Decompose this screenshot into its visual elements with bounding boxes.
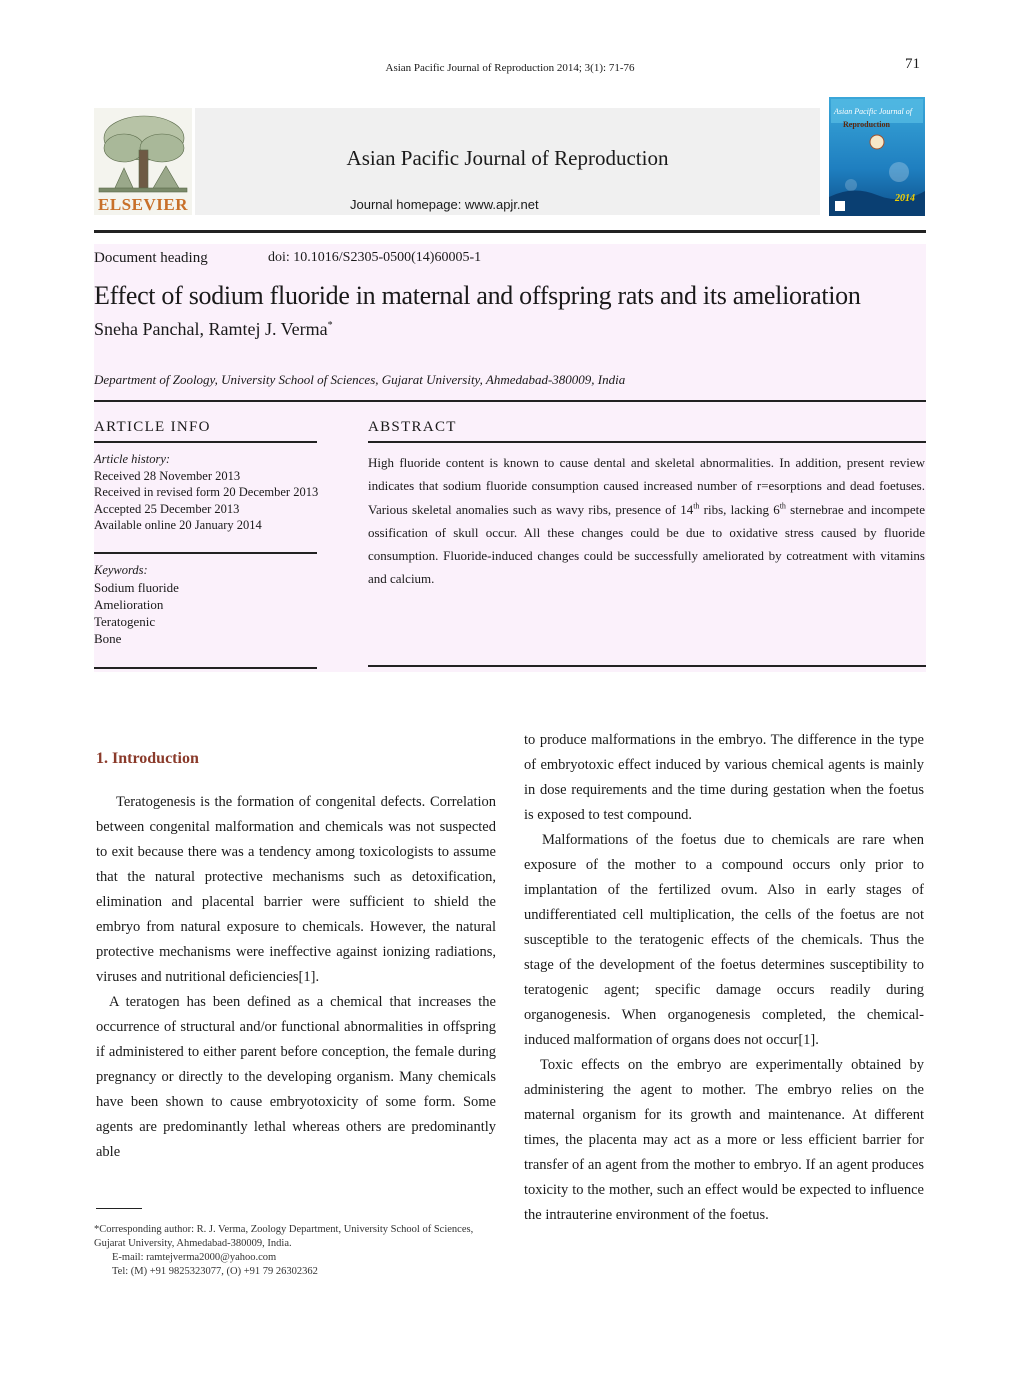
history-online: Available online 20 January 2014: [94, 518, 262, 532]
running-header: Asian Pacific Journal of Reproduction 2014; 3(1): 71-76: [385, 62, 635, 74]
divider-rule: [94, 230, 926, 233]
cover-title: Asian Pacific Journal of: [834, 107, 912, 116]
paragraph: A teratogen has been defined as a chemical that increases the occurrence of structural and/or functional abnormalities in offspring if administered to either parent before conception, the female during pregnancy or directly to the developing organism. Many chemicals have been shown to cause embryotoxicity of some form. Some agents are predominantly lethal whereas others are predominantly able: [96, 994, 496, 1160]
page-number: 71: [905, 56, 920, 72]
abstract-part: High fluoride content is known to cause dental and skeletal abnormalities. In addition, present review indicates that sodium fluoride consumption caused increased number of r=esorptions and dead foetuses. Various skeletal anomalies such as wavy ribs, presence of 14: [368, 455, 925, 517]
superscript: th: [693, 501, 700, 511]
history-revised: Received in revised form 20 December 2013: [94, 485, 319, 499]
abstract-part: sternebrae and incompete ossification of skull occur. All these changes could be due to oxidative stress caused by fluoride consumption. Fluoride-induced changes could be successfully ameliorated by cotreatment with vitamins and calcium.: [368, 501, 925, 587]
body-column-left: [96, 790, 496, 1165]
paragraph: Teratogenesis is the formation of congenital defects. Correlation between congenital malformation and chemicals was not suspected to exit because there was a tendency among toxicologists to assume that the natural protective mechanisms such as detoxification, elimination and placental barrier were sufficient to shield the embryo from natural exposure to chemicals. However, the natural protective mechanisms were ineffective against ionizing radiations, viruses and nutritional deficiencies[1].: [96, 794, 496, 985]
keyword: Teratogenic: [94, 614, 156, 629]
superscript: th: [779, 501, 786, 511]
footnote: [94, 1223, 496, 1279]
keywords-label: Keywords:: [94, 563, 148, 577]
keyword: Amelioration: [94, 597, 164, 612]
divider-rule: [94, 552, 317, 554]
footnote-email[interactable]: E-mail: ramtejverma2000@yahoo.com: [112, 1252, 277, 1263]
article-info-heading: ARTICLE INFO: [94, 419, 211, 435]
divider-rule: [94, 400, 926, 402]
footnote-corresponding: *Corresponding author: R. J. Verma, Zoology Department, University School of Sciences, Gujarat University, Ahmedabad-380009, India.: [94, 1224, 474, 1249]
history-accepted: Accepted 25 December 2013: [94, 501, 240, 516]
footnote-rule: [96, 1208, 142, 1209]
affiliation: Department of Zoology, University School of Sciences, Gujarat University, Ahmedabad-380009, India: [94, 372, 626, 387]
footnote-tel: Tel: (M) +91 9825323077, (O) +91 79 26302362: [112, 1266, 318, 1277]
document-heading: Document heading: [94, 250, 208, 266]
journal-name: Asian Pacific Journal of Reproduction: [346, 146, 669, 170]
keywords: [94, 562, 179, 647]
author-names: Sneha Panchal, Ramtej J. Verma: [94, 319, 328, 339]
paragraph: Toxic effects on the embryo are experimentally obtained by administering the agent to mother. The embryo relies on the maternal organism for its growth and maintenance. At different times, the placenta may act as a more or less efficient barrier for transfer of an agent from the mother to embryo. If an agent produces toxicity to the mother, such an effect would be expected to influence the intrauterine environment of the foetus.: [524, 1057, 924, 1223]
divider-rule: [94, 667, 317, 669]
abstract-heading: ABSTRACT: [368, 419, 457, 435]
paragraph: to produce malformations in the embryo. The difference in the type of embryotoxic effect induced by various chemical agents is mainly in dose requirements and the time during gestation when the foetus is exposed to test compound.: [524, 732, 924, 823]
body-column-right: [524, 728, 924, 1228]
paragraph: Malformations of the foetus due to chemicals are rare when exposure of the mother to a compound occurs only prior to implantation of the fertilized ovum. Also in early stages of undifferentiated cell multiplication, the cells of the foetus are not susceptible to the teratogenic effects of the chemicals. Thus the stage of the development of the foetus determines susceptibility to teratogenic agent; specific damage occurs readily during organogenesis. When organogenesis completed, the chemical-induced malformation of organs does not occur[1].: [524, 832, 924, 1048]
divider-rule: [94, 441, 317, 443]
cover-subtitle: Reproduction: [843, 120, 890, 129]
doi[interactable]: doi: 10.1016/S2305-0500(14)60005-1: [268, 250, 482, 265]
abstract-text: [368, 451, 925, 591]
history-received: Received 28 November 2013: [94, 468, 241, 483]
cover-year: 2014: [895, 193, 915, 204]
history-label: Article history:: [94, 452, 171, 466]
authors: [94, 319, 333, 340]
keyword: Bone: [94, 631, 122, 646]
section-heading: 1. Introduction: [96, 750, 199, 767]
abstract-part: ribs, lacking 6: [699, 501, 780, 517]
divider-rule: [368, 665, 926, 667]
article-title: Effect of sodium fluoride in maternal and offspring rats and its amelioration: [94, 281, 861, 310]
divider-rule: [368, 441, 926, 443]
keyword: Sodium fluoride: [94, 580, 179, 595]
publisher-logo-text: ELSEVIER: [98, 195, 188, 214]
journal-homepage[interactable]: Journal homepage: www.apjr.net: [350, 197, 539, 212]
corresponding-mark: *: [327, 320, 333, 331]
article-history: [94, 451, 324, 534]
